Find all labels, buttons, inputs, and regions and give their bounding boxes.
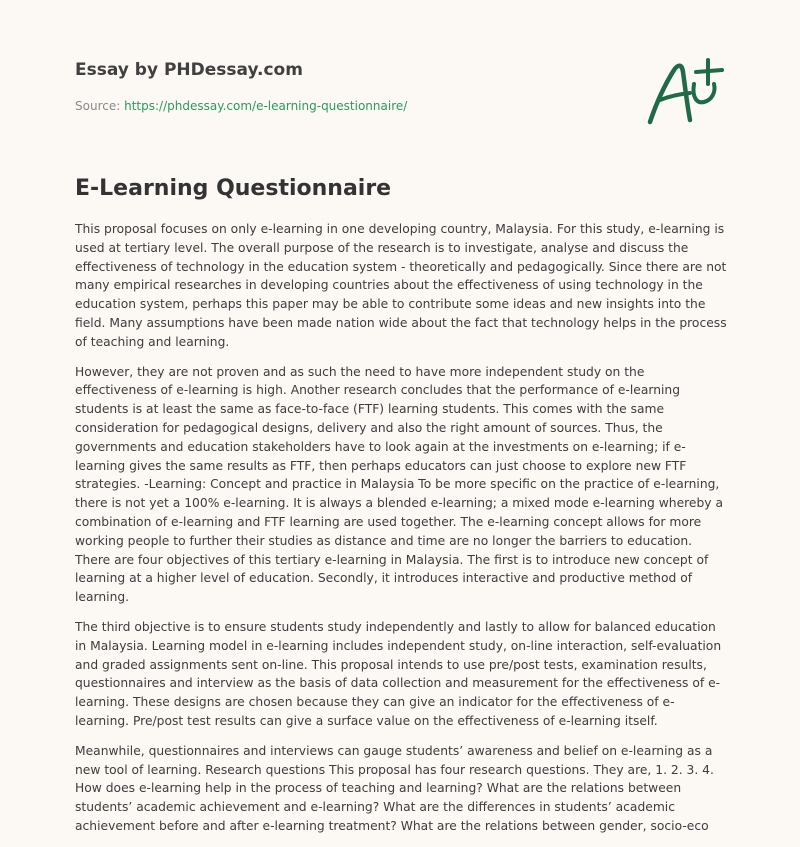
document-title: E-Learning Questionnaire [75,176,392,201]
source-link[interactable]: https://phdessay.com/e-learning-questionnaire/ [124,99,408,113]
source-label: Source: [75,99,121,113]
paragraph: Meanwhile, questionnaires and interviews can gauge students’ awareness and belief on e-learning as a new tool of learning. Research questions This proposal has four research questions. They are, 1. 2. 3. 4. How does e-learning help in the process of teaching and learning? What are the relations between students’ academic achievement and e-learning? What are the differences in students’ academic achievement before and after e-learning treatment? What are the relations between gender, socio-eco [75,743,714,833]
a-plus-logo [642,52,728,132]
source-line [75,98,635,114]
paragraph: This proposal focuses on only e-learning in one developing country, Malaysia. For this study, e-learning is used at tertiary level. The overall purpose of the research is to investigate, analyse and discuss the effectiveness of technology in the education system - theoretically and pedagogically. Since there are not many empirical researches in developing countries about the effectiveness of using technology in the education system, perhaps this paper may be able to contribute some ideas and new insights into the field. Many assumptions have been made nation wide about the fact that technology helps in the process of teaching and learning. [75,222,727,349]
paragraph: The third objective is to ensure students study independently and lastly to allow for balanced education in Malaysia. Learning model in e-learning includes independent study, on-line interaction, self-evaluation and graded assignments sent on-line. This proposal intends to use pre/post tests, examination results, questionnaires and interview as the basis of data collection and measurement for the effectiveness of e-learning. These designs are chosen because they can give an indicator for the effectiveness of e-learning. Pre/post test results can give a surface value on the effectiveness of e-learning itself. [75,619,722,728]
site-title: Essay by PHDessay.com [75,60,303,80]
essay-header [75,58,635,114]
paragraph: However, they are not proven and as such the need to have more independent study on the effectiveness of e-learning is high. Another research concludes that the performance of e-learning students is at least the same as face-to-face (FTF) learning students. This comes with the same consideration for pedagogical designs, delivery and also the right amount of sources. Thus, the governments and education stakeholders have to look again at the investments on e-learning; if e-learning gives the same results as FTF, then perhaps educators can just choose to explore new FTF strategies. -Learning: Concept and practice in Malaysia To be more specific on the practice of e-learning, there is not yet a 100% e-learning. It is always a blended e-learning; a mixed mode e-learning whereby a combination of e-learning and FTF learning are used together. The e-learning concept allows for more working people to further their studies as distance and time are no longer the barriers to education. There are four objectives of this tertiary e-learning in Malaysia. The first is to introduce new concept of learning at a higher level of education. Secondly, it introduces interactive and productive method of learning. [75,364,724,605]
essay-body [75,220,727,847]
a-plus-logo-icon [642,52,728,132]
